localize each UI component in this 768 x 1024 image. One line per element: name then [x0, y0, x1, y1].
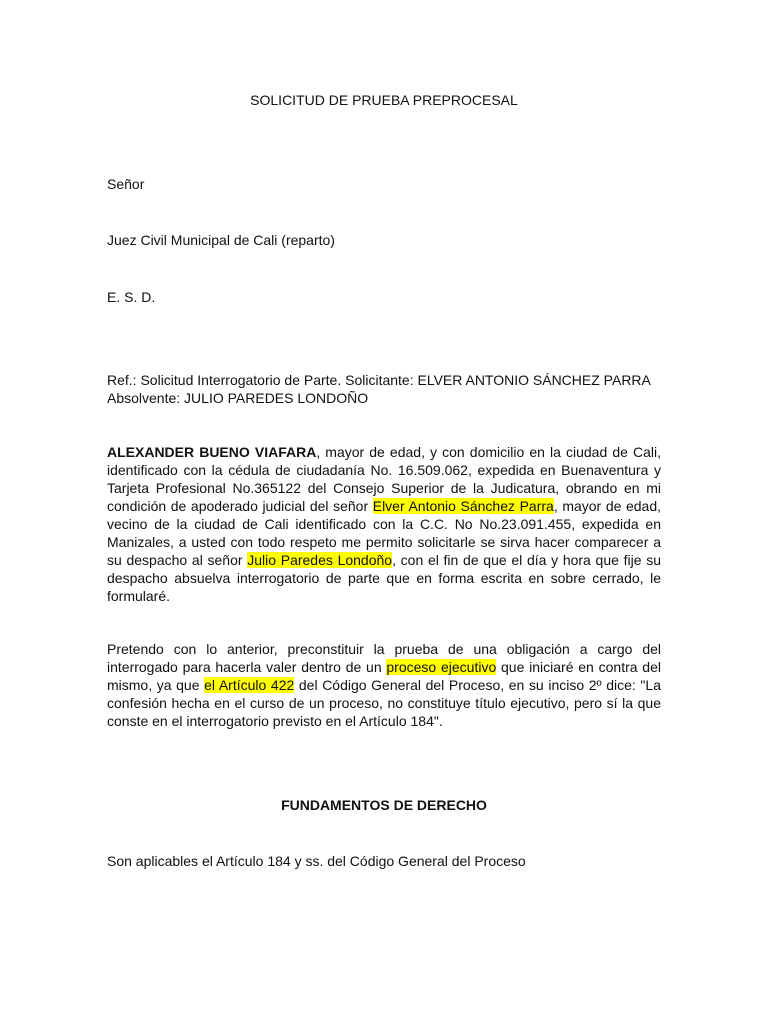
reference-line-2: Absolvente: JULIO PAREDES LONDOÑO: [107, 390, 369, 406]
reference-line-1: Ref.: Solicitud Interrogatorio de Parte. Solicitante: ELVER ANTONIO SÁNCHEZ PARRA: [107, 372, 651, 388]
section-title-fundamentos: FUNDAMENTOS DE DERECHO: [281, 797, 487, 813]
paragraph-request-text-c: , con el fin de que el día y hora que fije su despacho absuelva interrogatorio de parte que en forma escrita en sobre cerrado, le formularé.: [107, 552, 661, 604]
paragraph-purpose-text-c: del Código General del Proceso, en su inciso 2º dice: "La confesión hecha en el curso de un proceso, no constituye título ejecutivo, pero sí la que conste en el interrogatorio previsto en el Artículo 184".: [107, 677, 661, 729]
highlight-solicitante: Elver Antonio Sánchez Parra: [372, 498, 554, 514]
paragraph-purpose-text-a: Pretendo con lo anterior, preconstituir la prueba de una obligación a cargo del interrogado para hacerla valer dentro de un: [107, 641, 661, 675]
salutation: Señor: [107, 176, 145, 192]
paragraph-request-text-a: , mayor de edad, y con domicilio en la ciudad de Cali, identificado con la cédula de ciudadanía No. 16.509.062, expedida en Buenaventura y Tarjeta Profesional No.365122 del Consejo Superior de la Judicatura, obrando en mi condición de apoderado judicial del señor: [107, 444, 662, 514]
paragraph-request: [107, 443, 661, 605]
highlight-articulo-422: el Artículo 422: [204, 677, 295, 693]
paragraph-request-text-b: , mayor de edad, vecino de la ciudad de Cali identificado con la C.C. No No.23.091.455, expedida en Manizales, a usted con todo respeto me permito solicitarle se sirva hacer comparecer a su despacho al señor: [107, 498, 662, 568]
paragraph-purpose: [107, 640, 661, 730]
attorney-name: ALEXANDER BUENO VIAFARA: [107, 444, 317, 460]
paragraph-purpose-text-b: que iniciaré en contra del mismo, ya que: [107, 659, 661, 693]
esd-line: E. S. D.: [107, 289, 156, 305]
section-text: Son aplicables el Artículo 184 y ss. del Código General del Proceso: [107, 853, 526, 869]
document-title: SOLICITUD DE PRUEBA PREPROCESAL: [250, 92, 518, 108]
highlight-absolvente: Julio Paredes Londoño: [247, 552, 393, 568]
addressee: Juez Civil Municipal de Cali (reparto): [107, 232, 335, 248]
highlight-proceso-ejecutivo: proceso ejecutivo: [386, 659, 497, 675]
